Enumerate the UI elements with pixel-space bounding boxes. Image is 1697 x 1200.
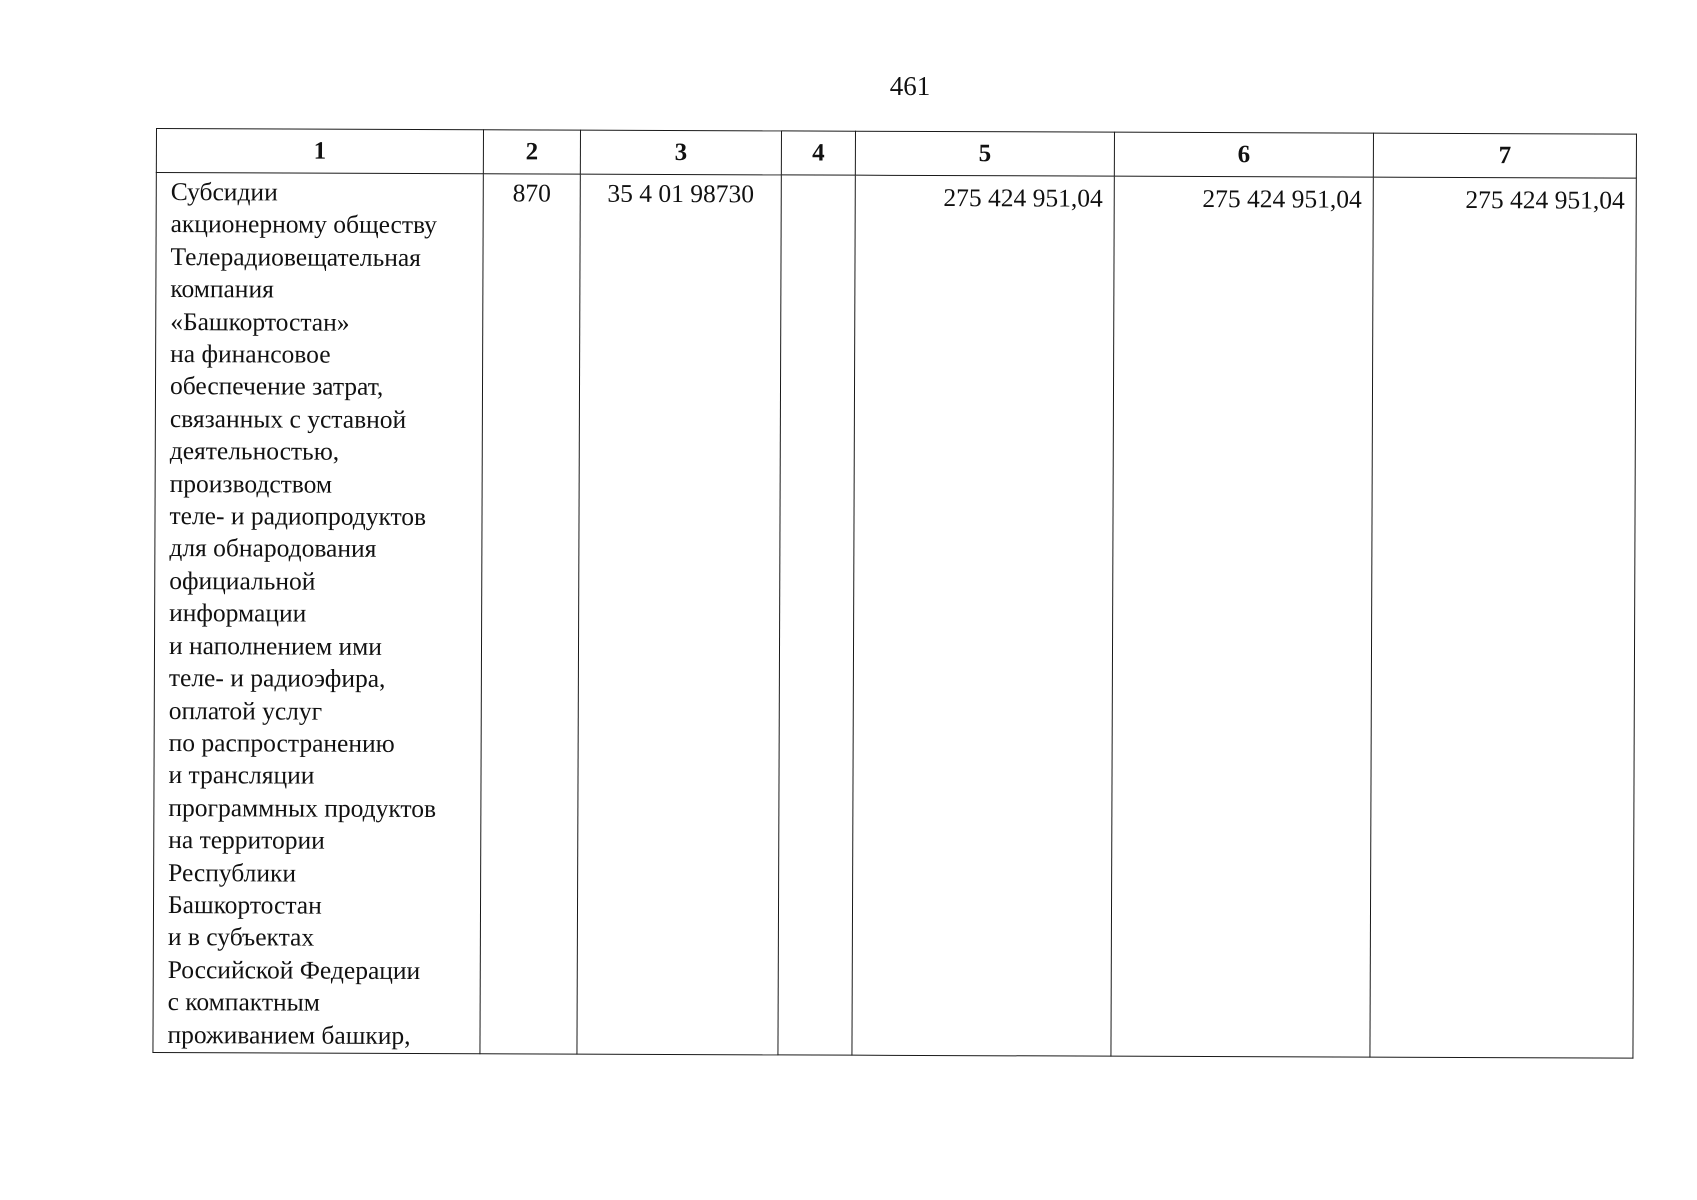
column-header-3: 3 xyxy=(580,130,781,175)
description-line: Субсидии xyxy=(170,177,278,207)
description-line: Телерадиовещательная xyxy=(170,241,421,272)
target-article-code-cell: 35 4 01 98730 xyxy=(577,174,781,1055)
description-line: Республики xyxy=(168,857,297,888)
column-header-6: 6 xyxy=(1114,132,1373,177)
section-code-cell: 870 xyxy=(480,174,580,1054)
description-line: обеспечение затрат, xyxy=(169,371,384,402)
column-header-5: 5 xyxy=(855,131,1114,176)
column-header-4: 4 xyxy=(781,131,855,175)
description-line: Российской Федерации xyxy=(167,954,421,985)
description-line: по распространению xyxy=(168,727,395,758)
description-line: программных продуктов xyxy=(168,792,437,823)
column-header-7: 7 xyxy=(1373,133,1636,178)
table-row xyxy=(153,173,1636,1059)
description-line: деятельностью, xyxy=(169,436,340,466)
description-line: информации xyxy=(169,598,307,628)
column-header-1: 1 xyxy=(156,129,483,174)
description-line: для обнародования xyxy=(169,533,377,564)
description-line: и трансляции xyxy=(168,760,315,790)
description-line: компания xyxy=(170,274,274,304)
description-line: оплатой услуг xyxy=(168,695,323,726)
description-line: «Башкортостан» xyxy=(170,306,350,337)
description-line: с компактным xyxy=(167,987,320,1017)
description-line: официальной xyxy=(169,565,316,596)
budget-table xyxy=(152,128,1637,1059)
table-header-row xyxy=(156,129,1636,179)
description-line: теле- и радиоэфира, xyxy=(168,663,386,693)
amount-cell-col6: 275 424 951,04 xyxy=(1111,176,1373,1057)
amount-cell-col7: 275 424 951,04 xyxy=(1370,177,1636,1058)
description-line: и наполнением ими xyxy=(168,630,383,661)
description-line: производством xyxy=(169,468,333,499)
description-line: теле- и радиопродуктов xyxy=(169,501,427,532)
description-line: проживанием башкир, xyxy=(167,1019,411,1050)
description-line: Башкортостан xyxy=(167,889,322,920)
expense-type-cell xyxy=(778,175,855,1055)
description-line: на финансовое xyxy=(170,339,331,369)
description-cell xyxy=(153,173,483,1054)
description-line: и в субъектах xyxy=(167,922,315,952)
amount-cell-col5: 275 424 951,04 xyxy=(852,175,1114,1056)
description-line: связанных с уставной xyxy=(169,403,407,434)
column-header-2: 2 xyxy=(483,130,580,174)
description-line: акционерному обществу xyxy=(170,209,438,240)
page-number: 461 xyxy=(889,71,931,101)
description-line: на территории xyxy=(168,825,325,855)
